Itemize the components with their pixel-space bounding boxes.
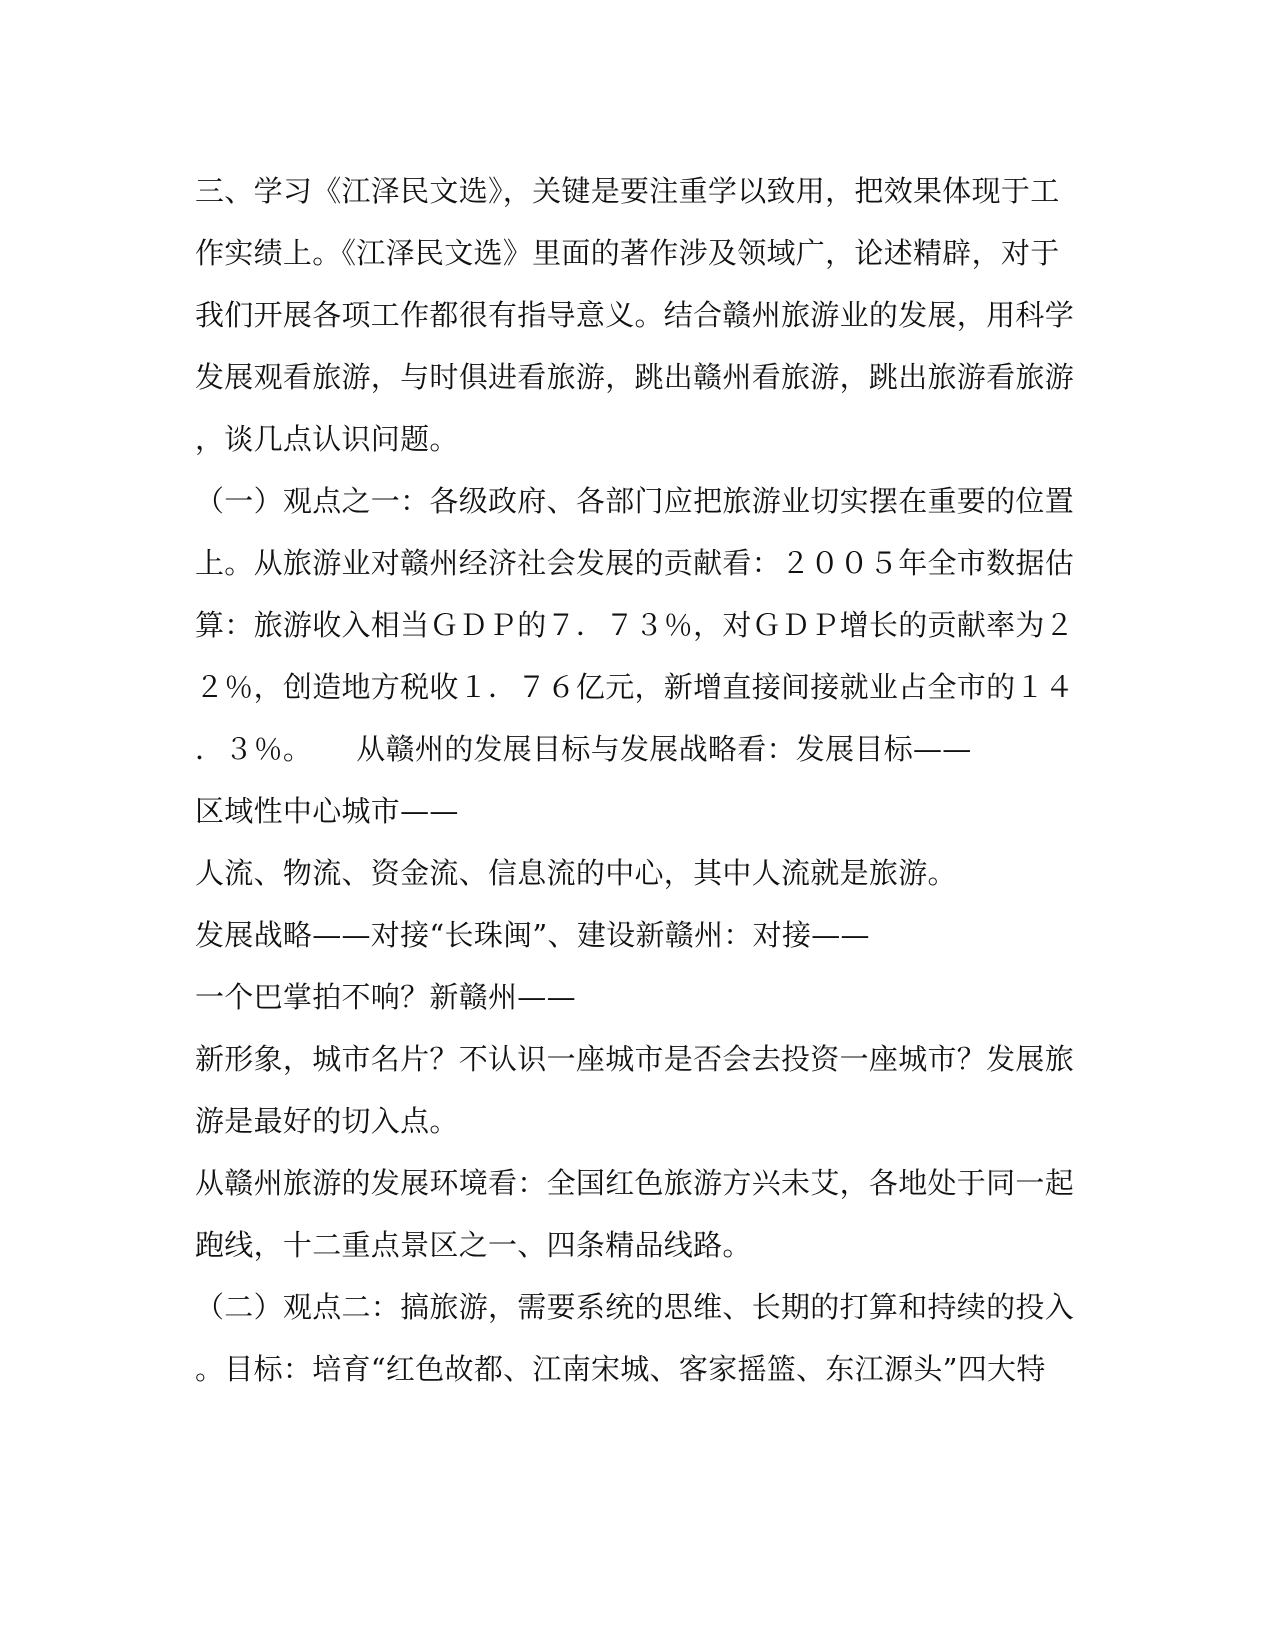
text-line: 发展观看旅游，与时俱进看旅游，跳出赣州看旅游，跳出旅游看旅游 [195,360,1075,394]
text-line: 游是最好的切入点。 [195,1104,459,1138]
text-line: 人流、物流、资金流、信息流的中心，其中人流就是旅游。 [195,856,957,890]
text-line: ，谈几点认识问题。 [195,422,459,456]
text-line: 三、学习《江泽民文选》，关键是要注重学以致用，把效果体现于工 [195,174,1060,208]
text-line: （二）观点二：搞旅游，需要系统的思维、长期的打算和持续的投入 [195,1290,1075,1324]
text-line: 我们开展各项工作都很有指导意义。结合赣州旅游业的发展，用科学 [195,298,1075,332]
text-line: ．３％。 从赣州的发展目标与发展战略看：发展目标—— [195,732,972,766]
text-line: 算：旅游收入相当ＧＤＰ的７．７３％，对ＧＤＰ增长的贡献率为２ [195,608,1075,642]
text-line: 新形象，城市名片？不认识一座城市是否会去投资一座城市？发展旅 [195,1042,1075,1076]
body-text [195,160,1075,1400]
text-line: 区域性中心城市—— [195,794,459,828]
text-line: 。目标：培育“红色故都、江南宋城、客家摇篮、东江源头”四大特 [195,1352,1046,1386]
text-line: 作实绩上。《江泽民文选》里面的著作涉及领域广，论述精辟，对于 [195,236,1060,270]
text-line: ２％，创造地方税收１．７６亿元，新增直接间接就业占全市的１４ [195,670,1075,704]
text-line: 一个巴掌拍不响？新赣州—— [195,980,576,1014]
text-line: 跑线，十二重点景区之一、四条精品线路。 [195,1228,752,1262]
text-line: 发展战略——对接“长珠闽”、建设新赣州：对接—— [195,918,870,952]
text-line: 上。从旅游业对赣州经济社会发展的贡献看：２００５年全市数据估 [195,546,1075,580]
text-line: （一）观点之一：各级政府、各部门应把旅游业切实摆在重要的位置 [195,484,1075,518]
text-line: 从赣州旅游的发展环境看：全国红色旅游方兴未艾，各地处于同一起 [195,1166,1075,1200]
